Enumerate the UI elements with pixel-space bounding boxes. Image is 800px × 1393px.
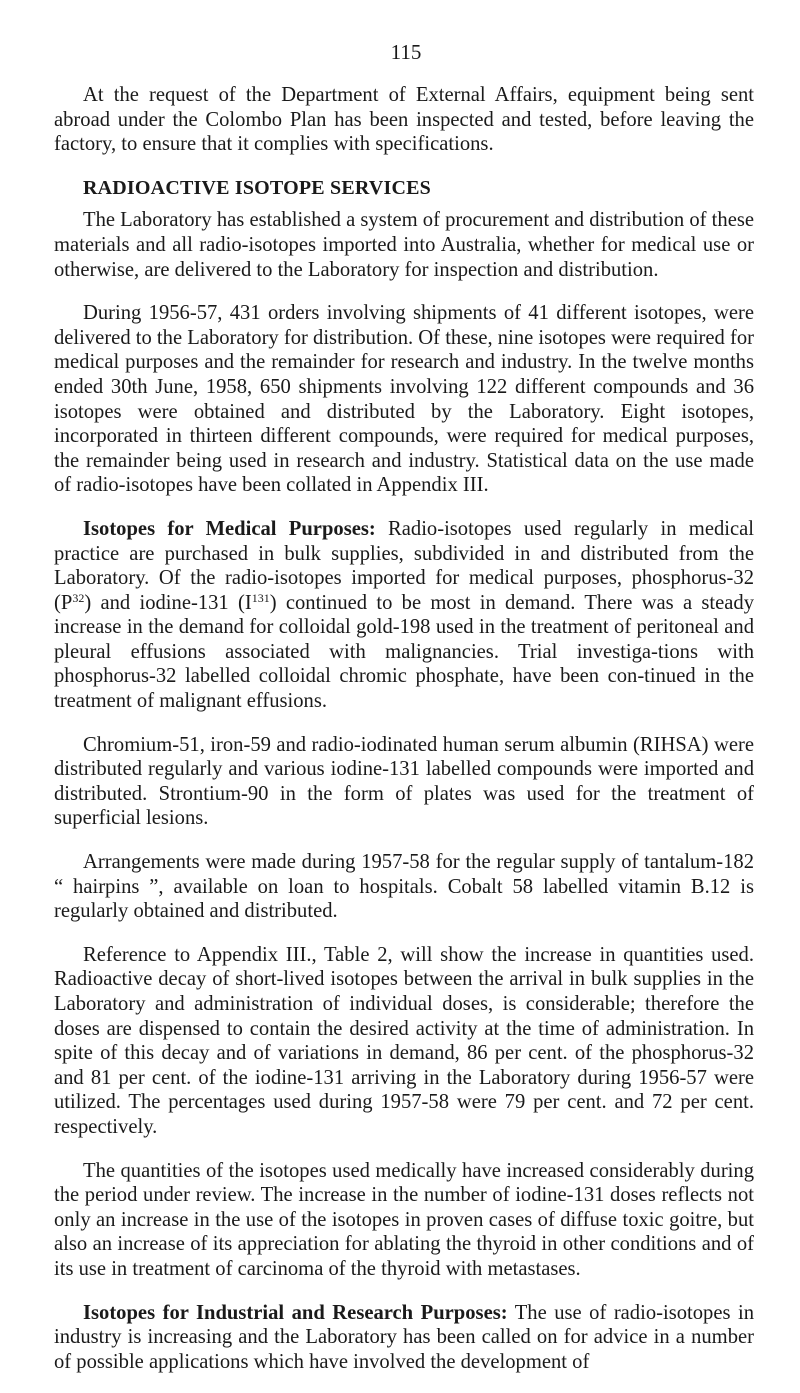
medical-text-c: ) continued to be most in demand. There was a steady increase in the demand for colloidal gold-198 used in the treatment of peritoneal and pleural effusions associated with malignancies. Trial investiga-tions with phosphorus-32 labelled colloidal chromic phosphate, have been con-tinued in the treatment of malignant effusions. bbox=[54, 591, 754, 713]
chromium-paragraph: Chromium-51, iron-59 and radio-iodinated human serum albumin (RIHSA) were distributed regularly and various iodine-131 labelled compounds were imported and distributed. Strontium-90 in the form of plates was used for the treatment of superficial lesions. bbox=[54, 733, 754, 830]
iodine-superscript: 131 bbox=[251, 590, 270, 605]
phosphorus-superscript: 32 bbox=[72, 590, 85, 605]
quantities-paragraph: The quantities of the isotopes used medically have increased considerably during the period under review. The increase in the number of iodine-131 doses reflects not only an increase in the use of the isotopes in proven cases of diffuse toxic goitre, but also an increase of its appreciation for ablating the thyroid in other conditions and of its use in treatment of carcinoma of the thyroid with metastases. bbox=[54, 1159, 754, 1280]
medical-purposes-heading: Isotopes for Medical Purposes: bbox=[83, 517, 376, 540]
industrial-purposes-paragraph bbox=[54, 1301, 754, 1375]
medical-purposes-paragraph bbox=[54, 517, 754, 714]
medical-text-b: ) and iodine-131 (I bbox=[84, 591, 252, 614]
section-heading: RADIOACTIVE ISOTOPE SERVICES bbox=[83, 176, 431, 199]
industrial-purposes-heading: Isotopes for Industrial and Research Purposes: bbox=[83, 1301, 508, 1324]
intro-paragraph: At the request of the Department of External Affairs, equipment being sent abroad under the Colombo Plan has been inspected and tested, before leaving the factory, to ensure that it complies with specifications. bbox=[54, 84, 754, 156]
industrial-text: The use of radio-isotopes in industry is increasing and the Laboratory has been called on for advice in a number of possible applications which have involved the development of bbox=[54, 1301, 754, 1373]
page-number: 115 bbox=[390, 40, 422, 64]
reference-paragraph: Reference to Appendix III., Table 2, will show the increase in quantities used. Radioactive decay of short-lived isotopes between the arrival in bulk supplies in the Laboratory and administration of individual doses, is considerable; therefore the doses are dispensed to contain the desired activity at the time of administration. In spite of this decay and of variations in demand, 86 per cent. of the phosphorus-32 and 81 per cent. of the iodine-131 arriving in the Laboratory during 1956-57 were utilized. The percentages used during 1957-58 were 79 per cent. and 72 per cent. respectively. bbox=[54, 943, 754, 1138]
orders-paragraph: During 1956-57, 431 orders involving shipments of 41 different isotopes, were delivered to the Laboratory for distribution. Of these, nine isotopes were required for medical purposes and the remainder for research and industry. In the twelve months ended 30th June, 1958, 650 shipments involving 122 different compounds and 36 isotopes were obtained and distributed by the Laboratory. Eight isotopes, incorporated in thirteen different compounds, were required for medical purposes, the remainder being used in research and industry. Statistical data on the use made of radio-isotopes have been collated in Appendix III. bbox=[54, 302, 754, 497]
document-page bbox=[54, 40, 754, 1393]
tantalum-paragraph: Arrangements were made during 1957-58 for the regular supply of tantalum-182 “ hairpins ”, available on loan to hospitals. Cobalt 58 labelled vitamin B.12 is regularly obtained and distributed. bbox=[54, 851, 754, 923]
system-paragraph: The Laboratory has established a system of procurement and distribution of these materials and all radio-isotopes imported into Australia, whether for medical use or otherwise, are delivered to the Laboratory for inspection and distribution. bbox=[54, 209, 754, 281]
medical-text-a: Radio-isotopes used regularly in medical practice are purchased in bulk supplies, subdivided in and distributed from the Laboratory. Of the radio-isotopes imported for medical purposes, phosphorus-32 (P bbox=[54, 517, 754, 614]
